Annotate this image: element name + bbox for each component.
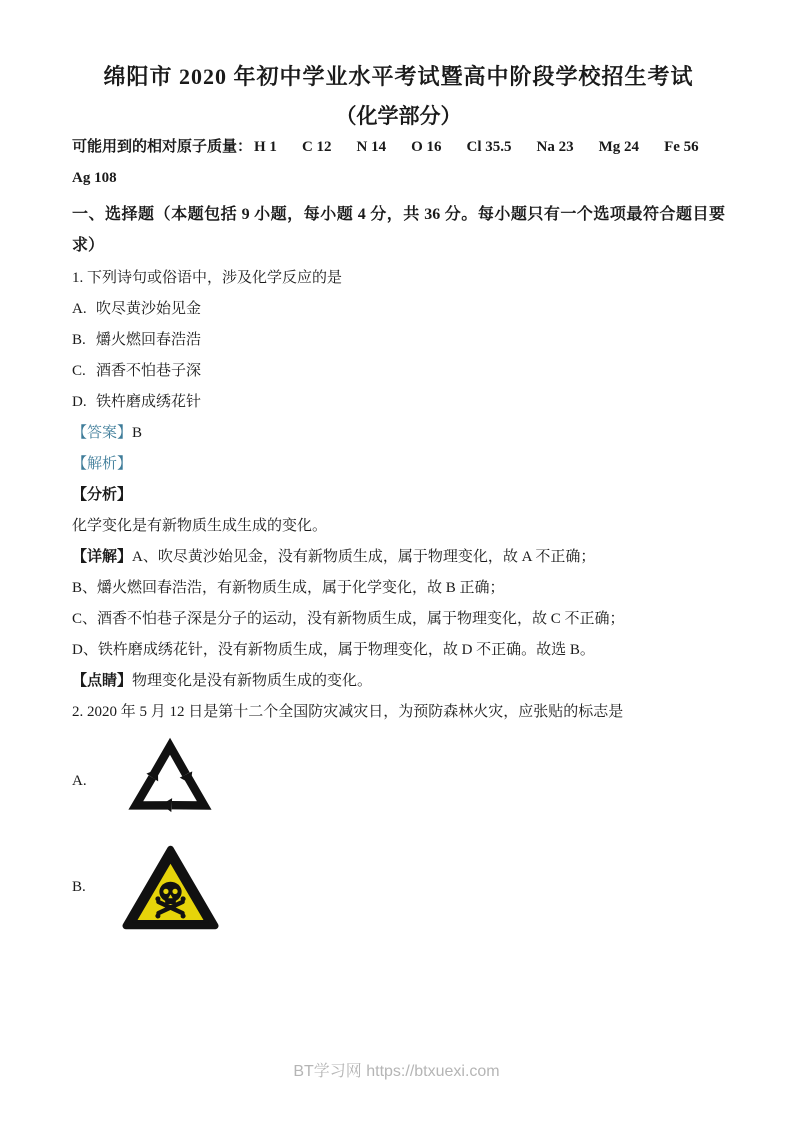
question-2-option-a <box>72 732 725 830</box>
atomic-mass-item: O 16 <box>411 139 442 155</box>
question-2-stem: 2. 2020 年 5 月 12 日是第十二个全国防灾减灾日，为预防森林火灾，应张贴的标志是 <box>72 704 624 720</box>
option-letter: C. <box>72 363 86 379</box>
detail-line-1 <box>72 542 725 573</box>
detail-text: A、吹尽黄沙始见金，没有新物质生成，属于物理变化，故 A 不正确； <box>132 549 596 565</box>
atomic-mass-item: C 12 <box>301 139 332 155</box>
dianjing-line <box>72 666 725 697</box>
option-letter: D. <box>72 394 87 410</box>
detail-line-2: B、爝火燃回春浩浩，有新物质生成，属于化学变化，故 B 正确； <box>72 580 505 596</box>
question-1-stem: 1. 下列诗句或俗语中，涉及化学反应的是 <box>72 270 343 286</box>
dianjing-text: 物理变化是没有新物质生成的变化。 <box>132 673 373 689</box>
toxic-hazard-icon <box>122 842 219 934</box>
answer-value: B <box>132 425 143 441</box>
dianjing-label: 【点睛】 <box>72 673 133 689</box>
atomic-mass-item: Fe 56 <box>664 139 699 155</box>
atomic-mass-item: Cl 35.5 <box>466 139 512 155</box>
page-title: 绵阳市 2020 年初中学业水平考试暨高中阶段学校招生考试 <box>103 64 694 89</box>
atomic-mass-item: H 1 <box>254 139 277 155</box>
detail-line-3: C、酒香不怕巷子深是分子的运动，没有新物质生成，属于物理变化，故 C 不正确； <box>72 611 625 627</box>
question-2-option-b <box>72 839 725 936</box>
jiexi-label: 【解析】 <box>72 456 133 472</box>
analysis-text: 化学变化是有新物质生成生成的变化。 <box>72 518 328 534</box>
atomic-mass-overflow: Ag 108 <box>72 170 117 186</box>
atomic-masses-label: 可能用到的相对原子质量： <box>72 139 253 155</box>
option-letter: B. <box>72 332 86 348</box>
page-subtitle: （化学部分） <box>335 104 462 128</box>
option-letter: A. <box>72 301 87 317</box>
option-text: 爝火燃回春浩浩 <box>96 332 202 348</box>
atomic-mass-item: Mg 24 <box>598 139 640 155</box>
atomic-masses-line <box>72 132 725 163</box>
detail-line-4: D、铁杵磨成绣花针，没有新物质生成，属于物理变化，故 D 不正确。故选 B。 <box>72 642 595 658</box>
page-footer: BT学习网 https://btxuexi.com <box>293 1063 500 1080</box>
jiexi-line <box>72 449 725 480</box>
answer-line <box>72 418 725 449</box>
option-text: 铁杵磨成绣花针 <box>96 394 202 410</box>
detail-label: 【详解】 <box>72 549 133 565</box>
fenxi-line <box>72 480 725 511</box>
answer-label: 【答案】 <box>72 425 133 441</box>
section-heading: 一、选择题（本题包括 9 小题，每小题 4 分，共 36 分。每小题只有一个选项最符合题目要求） <box>72 206 725 254</box>
question-1-option-a <box>72 294 725 325</box>
fenxi-label: 【分析】 <box>72 487 133 503</box>
question-1-option-b <box>72 325 725 356</box>
option-text: 酒香不怕巷子深 <box>96 363 202 379</box>
option-text: 吹尽黄沙始见金 <box>96 301 202 317</box>
exam-document <box>72 60 725 936</box>
question-1-option-d <box>72 387 725 418</box>
question-1-option-c <box>72 356 725 387</box>
option-letter: B. <box>72 879 86 895</box>
recycling-symbol-icon <box>122 734 218 828</box>
option-letter: A. <box>72 772 87 789</box>
atomic-mass-item: N 14 <box>356 139 387 155</box>
atomic-mass-item: Na 23 <box>536 139 574 155</box>
